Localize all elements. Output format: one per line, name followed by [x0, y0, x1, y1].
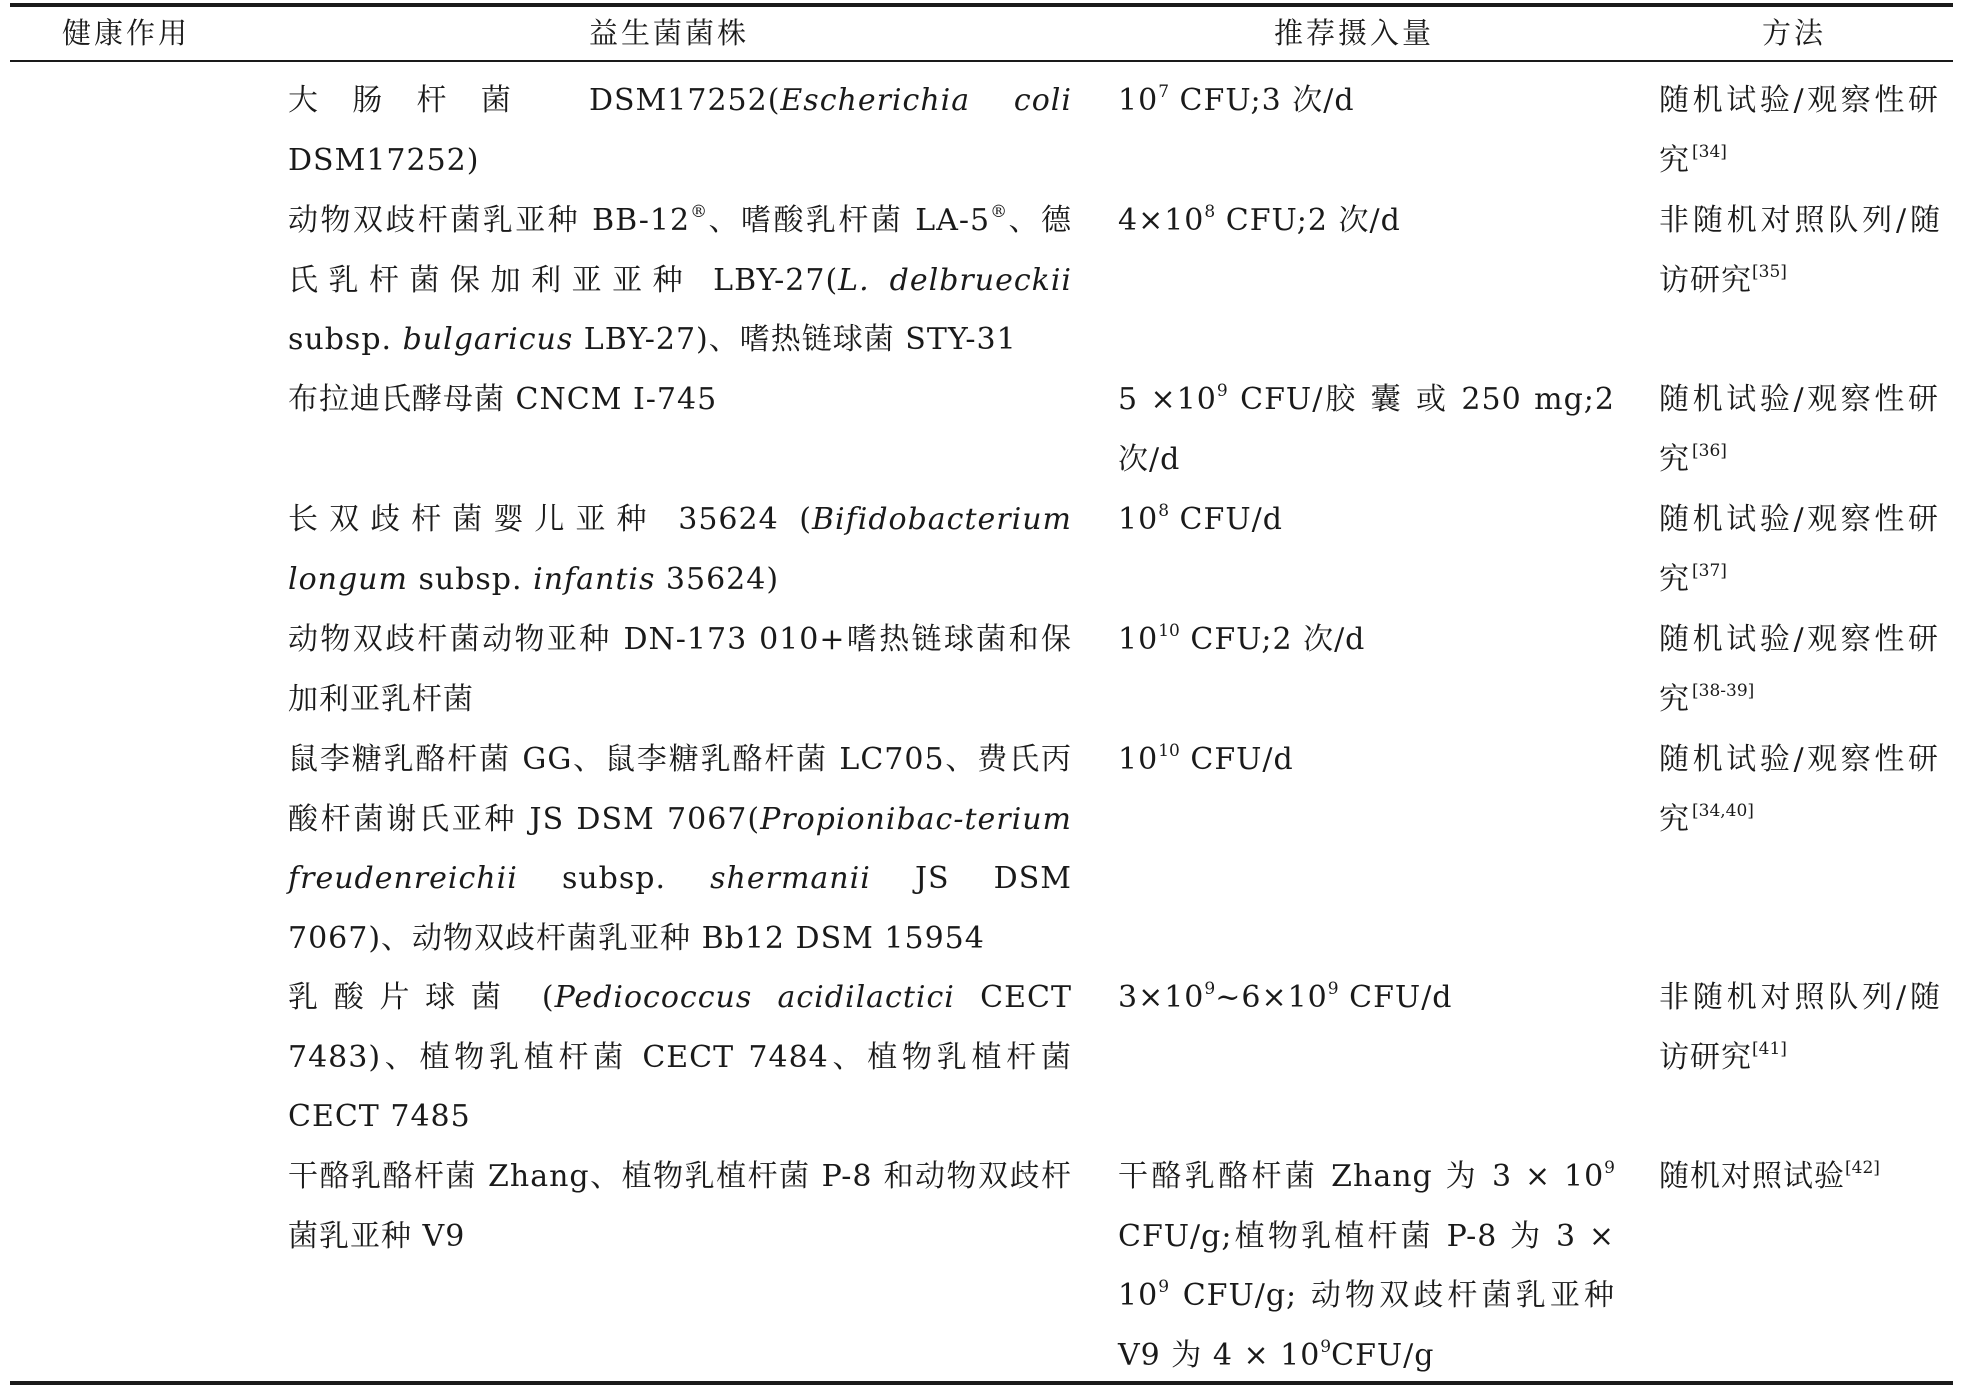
superscript-text: 8: [1158, 501, 1170, 521]
superscript-text: ®: [690, 202, 708, 222]
strain-cell: [288, 1147, 1072, 1266]
cell-text: 、嗜酸乳杆菌 LA-5: [707, 203, 991, 238]
italic-text: Escherichia coli: [780, 83, 1072, 118]
cell-text: LBY-27)、嗜热链球菌 STY-31: [573, 322, 1017, 358]
cell-text: 鼠李糖乳酪杆菌 GG、鼠李糖乳酪杆菌 LC705、费氏丙酸杆菌谢氏亚种 JS DSM 7067(: [288, 742, 1072, 837]
superscript-text: [42]: [1845, 1158, 1880, 1178]
strain-cell: [288, 370, 1072, 430]
superscript-text: ®: [990, 202, 1008, 222]
superscript-text: 9: [1158, 1277, 1170, 1298]
strain-cell: [288, 191, 1072, 370]
cell-text: 随机试验/观察性研究: [1659, 502, 1941, 597]
superscript-text: 9: [1604, 1158, 1615, 1178]
method-cell: [1659, 1147, 1941, 1207]
superscript-text: 10: [1158, 621, 1180, 641]
dose-cell: [1118, 490, 1615, 550]
column-header-probiotic-strain: 益生菌菌株: [589, 16, 750, 50]
cell-text: 随机试验/观察性研究: [1659, 742, 1941, 837]
cell-text: CFU/g; 动物双歧杆菌乳亚种 V9 为 4 × 10: [1118, 1278, 1615, 1373]
method-cell: [1659, 730, 1941, 849]
cell-text: 动物双歧杆菌乳亚种 BB-12: [288, 203, 691, 238]
dose-cell: [1118, 191, 1615, 251]
cell-text: 干酪乳酪杆菌 Zhang、植物乳植杆菌 P-8 和动物双歧杆菌乳亚种 V9: [288, 1159, 1072, 1254]
dose-cell: [1118, 968, 1615, 1028]
cell-text: DSM17252): [288, 142, 480, 178]
cell-text: 长双歧杆菌婴儿亚种 35624 (: [288, 502, 812, 537]
strain-cell: [288, 490, 1072, 609]
strain-cell: [288, 610, 1072, 729]
dose-cell: [1118, 1147, 1615, 1385]
cell-text: 5 ×10: [1118, 382, 1217, 417]
italic-text: Bifidobacterium longum: [288, 502, 1072, 597]
method-cell: [1659, 968, 1941, 1087]
cell-text: 随机试验/观察性研究: [1659, 382, 1941, 477]
method-cell: [1659, 191, 1941, 310]
cell-text: subsp.: [288, 322, 403, 358]
cell-text: subsp.: [517, 861, 711, 897]
cell-text: CFU/g: [1331, 1337, 1435, 1373]
cell-text: 大肠杆菌 DSM17252(: [288, 83, 781, 118]
italic-text: Pediococcus acidilactici: [554, 980, 955, 1015]
strain-cell: [288, 71, 1072, 190]
italic-text: bulgaricus: [402, 322, 574, 358]
superscript-text: [41]: [1752, 1038, 1787, 1059]
cell-text: CFU/d: [1169, 502, 1283, 537]
method-cell: [1659, 490, 1941, 609]
column-header-recommended-intake: 推荐摄入量: [1274, 16, 1435, 50]
strain-cell: [288, 730, 1072, 968]
superscript-text: 10: [1158, 741, 1180, 761]
cell-text: CFU/d: [1338, 980, 1453, 1015]
cell-text: 35624): [655, 561, 780, 597]
cell-text: 乳酸片球菌 (: [288, 980, 555, 1015]
cell-text: 3×10: [1118, 980, 1205, 1015]
cell-text: CFU/g;植物乳植杆菌 P-8 为 3 × 10: [1118, 1218, 1615, 1314]
column-header-method: 方法: [1762, 16, 1827, 50]
table-header-rule: [10, 60, 1953, 62]
superscript-text: 9: [1204, 979, 1216, 999]
italic-text: L. delbrueckii: [838, 262, 1073, 298]
cell-text: 随机试验/观察性研究: [1659, 83, 1941, 178]
table-bottom-rule: [10, 1381, 1953, 1385]
italic-text: Propionibac-terium freudenreichii: [288, 801, 1072, 897]
superscript-text: [37]: [1692, 560, 1727, 581]
cell-text: 布拉迪氏酵母菌 CNCM I-745: [288, 382, 718, 417]
cell-text: 10: [1118, 742, 1159, 777]
dose-cell: [1118, 610, 1615, 670]
method-cell: [1659, 71, 1941, 190]
cell-text: 动物双歧杆菌动物亚种 DN-173 010+嗜热链球菌和保加利亚乳杆菌: [288, 622, 1072, 717]
cell-text: ~6×10: [1215, 980, 1328, 1015]
cell-text: 非随机对照队列/随访研究: [1659, 203, 1941, 298]
superscript-text: 9: [1327, 979, 1339, 999]
cell-text: 随机试验/观察性研究: [1659, 622, 1941, 717]
cell-text: CECT 7483)、植物乳植杆菌 CECT 7484、植物乳植杆菌 CECT 7485: [288, 980, 1072, 1135]
cell-text: 随机对照试验: [1659, 1159, 1845, 1194]
cell-text: 10: [1118, 83, 1159, 118]
superscript-text: [38-39]: [1692, 680, 1755, 701]
cell-text: 、德氏乳杆菌保加利亚亚种 LBY-27(: [288, 203, 1073, 298]
superscript-text: [35]: [1752, 261, 1787, 282]
cell-text: CFU/d: [1179, 742, 1294, 777]
column-header-health-effect: 健康作用: [62, 16, 191, 50]
superscript-text: 9: [1216, 381, 1228, 401]
superscript-text: [36]: [1692, 440, 1727, 461]
cell-text: 非随机对照队列/随访研究: [1659, 980, 1941, 1075]
superscript-text: 7: [1158, 82, 1170, 102]
cell-text: CFU/胶 囊 或 250 mg;2 次/d: [1118, 382, 1616, 477]
cell-text: CFU;2 次/d: [1215, 203, 1401, 238]
table-top-rule: [10, 3, 1953, 7]
cell-text: 10: [1118, 502, 1159, 537]
italic-text: infantis: [533, 561, 656, 597]
superscript-text: 8: [1204, 202, 1216, 222]
dose-cell: [1118, 71, 1615, 131]
cell-text: CFU;3 次/d: [1169, 83, 1355, 118]
dose-cell: [1118, 370, 1615, 489]
dose-cell: [1118, 730, 1615, 790]
strain-cell: [288, 968, 1072, 1147]
cell-text: 10: [1118, 622, 1159, 657]
superscript-text: [34,40]: [1692, 800, 1754, 821]
cell-text: subsp.: [407, 561, 534, 597]
method-cell: [1659, 370, 1941, 489]
cell-text: CFU;2 次/d: [1179, 622, 1366, 657]
superscript-text: 9: [1320, 1336, 1332, 1357]
method-cell: [1659, 610, 1941, 729]
cell-text: JS DSM 7067)、动物双歧杆菌乳亚种 Bb12 DSM 15954: [288, 861, 1072, 956]
cell-text: 4×10: [1118, 203, 1205, 238]
italic-text: shermanii: [710, 861, 871, 897]
superscript-text: [34]: [1692, 141, 1727, 162]
cell-text: 干酪乳酪杆菌 Zhang 为 3 × 10: [1118, 1159, 1605, 1194]
